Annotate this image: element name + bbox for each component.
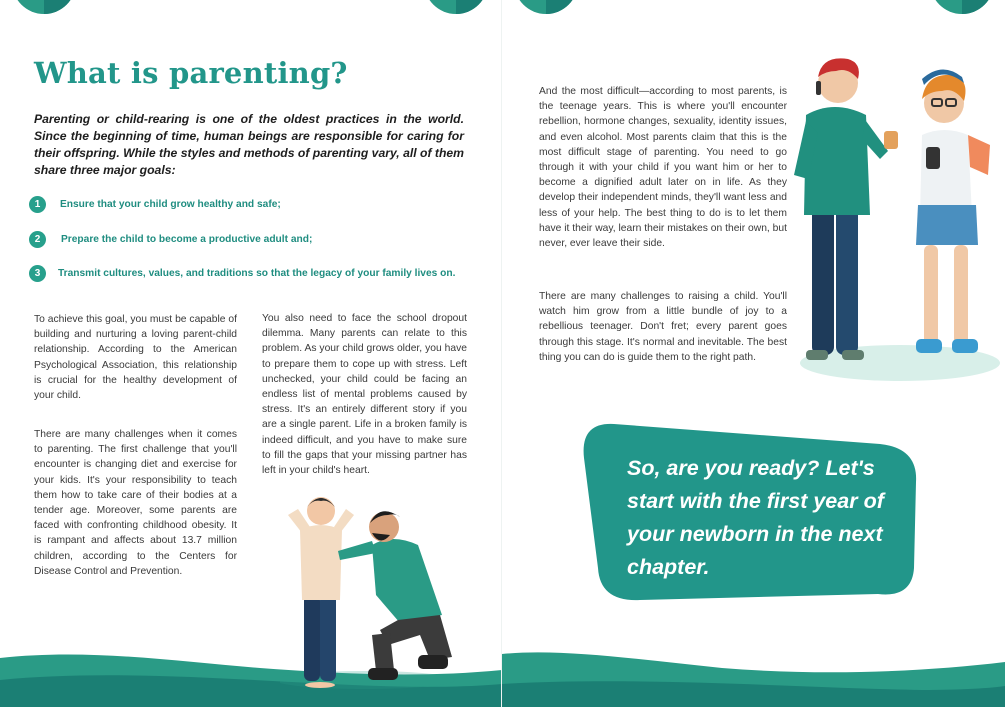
goal-number: 1: [29, 196, 46, 213]
goal-text: Transmit cultures, values, and traditions so that the legacy of your family lives on.: [58, 267, 456, 279]
intro-paragraph: Parenting or child-rearing is one of the oldest practices in the world. Since the beginning of time, human beings are responsible for caring for their offspring. While the styles and methods of parenting vary, all of them share three major goals:: [34, 112, 465, 177]
top-decor-right: [502, 0, 1005, 30]
body-paragraph: To achieve this goal, you must be capable of building and nurturing a loving parent-child relationship. According to the American Psychological Association, this relationship is crucial for the healthy development of your child.: [34, 314, 237, 402]
bottom-wave-right: [502, 640, 1005, 707]
body-paragraph: And the most difficult—according to most parents, is the teenage years. This is where you'll encounter rebellion, hormone changes, sexuality, identity issues, and even alcohol. Most parents claim that this is the most difficult stage of parenting. You need to go through it with your child if you want him or her to become a dignified adult later on in life. As they develop their independent minds, they'll want less and less of your help. The best thing to do is to let them have it their way, learn their mistakes on their own, but never, ever leave their side.: [539, 86, 787, 250]
page-title: What is parenting?: [34, 56, 348, 90]
goal-item: [29, 229, 312, 249]
body-paragraph: There are many challenges when it comes to parenting. The first challenge that you'll encounter is changing diet and exercise for your kids. It's your responsibility to teach them how to take care of their bodies at a tender age. Moreover, some parents are faced with confronting childhood obesity. It is rampant and affects about 13.7 million children, according to the Centers for Disease Control and Prevention.: [34, 429, 237, 577]
goal-item: [29, 263, 455, 283]
goal-text: Ensure that your child grow healthy and safe;: [60, 198, 281, 210]
right-page: [502, 0, 1005, 707]
teenagers-illustration: [792, 55, 1002, 385]
goal-text: Prepare the child to become a productive adult and;: [61, 233, 313, 245]
body-paragraph: There are many challenges to raising a child. You'll watch him grow from a little bundle of joy to a rebellious teenager. Don't fret; every parent goes through this stage. It's normal and inevitable. The best thing you can do is guide them to the right path.: [539, 291, 787, 363]
father-comforting-child-illustration: [280, 485, 470, 695]
left-page: [0, 0, 502, 707]
top-decor-left: [0, 0, 502, 30]
goal-item: [29, 194, 281, 214]
goal-number: 3: [29, 265, 46, 282]
body-paragraph: You also need to face the school dropout dilemma. Many parents can relate to this problem. As your child grows older, you have to prepare them to cope up with stress. Left unchecked, your child could be facing an endless list of mental problems caused by stress. It's an entirely different story if you are a single parent. Life in a broken family is indeed difficult, and you have to make sure to fill the gaps that your missing partner has left in your child's heart.: [262, 313, 467, 477]
callout-text: So, are you ready? Let's start with the first year of your newborn in the next chapter.: [627, 456, 884, 579]
goal-number: 2: [29, 231, 46, 248]
